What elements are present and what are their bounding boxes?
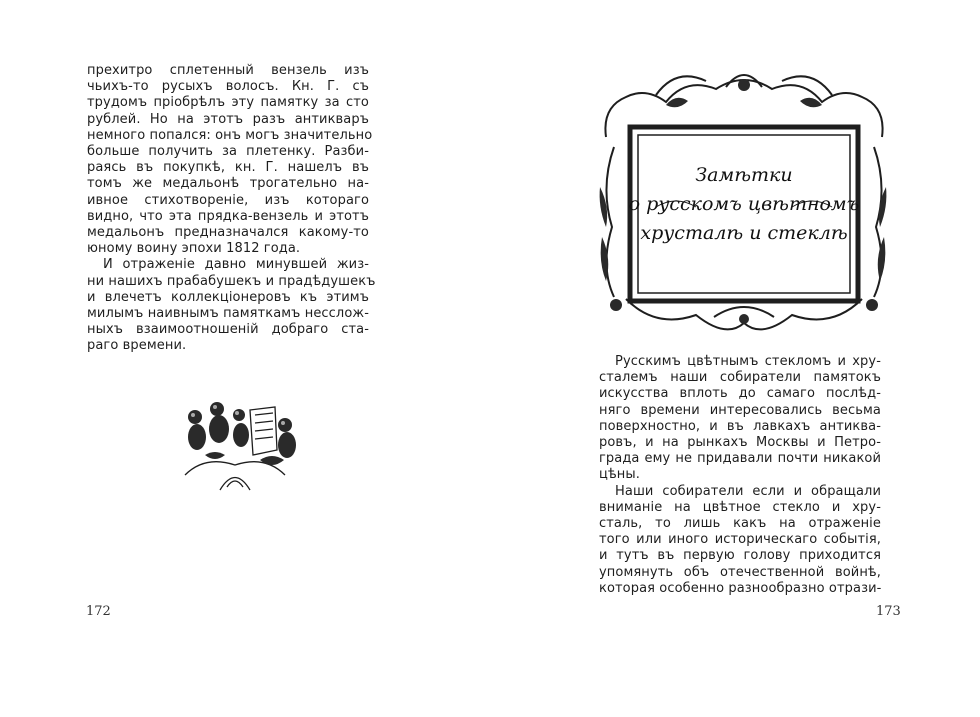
left-page-text-line: чьихъ-то русыхъ волосъ. Кн. Г. съ [87, 79, 369, 95]
left-page-text-line: больше получить за плетенку. Разби- [87, 144, 369, 160]
left-page-text-line: раясь въ покупкѣ, кн. Г. нашелъ въ [87, 160, 369, 176]
left-page-text-line: раго времени. [87, 338, 187, 354]
left-page-text-line: милымъ наивнымъ памяткамъ несслож- [87, 306, 369, 322]
rococo-cartouche-frame-icon [596, 67, 892, 339]
left-page-text-line: И отраженіе давно минувшей жиз- [103, 257, 369, 273]
right-page-text-line: упомянуть объ отечественной войнѣ, [599, 564, 881, 580]
left-page-text-line: прехитро сплетенный вензель изъ [87, 63, 369, 78]
left-page-text-line: юному воину эпохи 1812 года. [87, 241, 301, 257]
left-page-text-line: рублей. Но на этотъ разъ антикваръ [87, 111, 369, 127]
title-line-3: хрусталѣ и стеклѣ [640, 222, 848, 244]
page-number-left: 172 [86, 604, 111, 619]
left-page-text-line: видно, что эта прядка-вензель и этотъ [87, 208, 369, 224]
right-page-text-line: няго времени интересовались весьма [599, 402, 881, 418]
page-number-right: 173 [876, 604, 901, 619]
left-page-text-line: ивное стихотвореніе, изъ котораго [87, 192, 369, 208]
left-page-text-line: медальонъ предназначался какому-то [87, 225, 369, 241]
right-page-text-line: сталемъ наши собиратели памятокъ [599, 370, 881, 386]
right-page-text-line: цѣны. [599, 467, 640, 483]
right-page-text-line: искусства вплоть до самаго послѣд- [599, 386, 881, 402]
cherubs-vignette-icon [165, 395, 305, 495]
right-page-text-line: вниманіе на цвѣтное стекло и хру- [599, 499, 881, 515]
left-page-text-line: трудомъ пріобрѣлъ эту памятку за сто [87, 95, 369, 111]
right-page-text-line: града ему не придавали почти никакой [599, 451, 881, 467]
right-page-text-line: ровъ, и на рынкахъ Москвы и Петро- [599, 435, 881, 451]
right-page-text-line: Наши собиратели если и обращали [615, 483, 881, 499]
left-page-text-line: немного попался: онъ могъ значительно [87, 127, 373, 143]
title-line-1: Замѣтки [695, 164, 793, 186]
title-line-2: о русскомъ цвѣтномъ [628, 193, 860, 215]
left-page-text [87, 63, 376, 355]
left-page-text-line: томъ же медальонѣ трогательно на- [87, 176, 369, 192]
right-page-text [599, 354, 881, 597]
right-page-text-line: поверхностно, и въ лавкахъ антиква- [599, 418, 881, 434]
right-page-text-line: которая особенно разнообразно отрази- [599, 580, 882, 596]
left-page-text-line: и влечетъ коллекціонеровъ къ этимъ [87, 289, 369, 305]
left-page-text-line: ни нашихъ прабабушекъ и прадѣдушекъ [87, 273, 376, 289]
right-page-text-line: сталь, то лишь какъ на отраженіе [599, 516, 881, 532]
right-page-text-line: Русскимъ цвѣтнымъ стекломъ и хру- [615, 354, 881, 369]
right-page-text-line: и тутъ въ первую голову приходится [599, 548, 881, 564]
left-page-text-line: ныхъ взаимоотношеній добраго ста- [87, 322, 369, 338]
right-page-text-line: того или иного историческаго событія, [599, 532, 881, 548]
